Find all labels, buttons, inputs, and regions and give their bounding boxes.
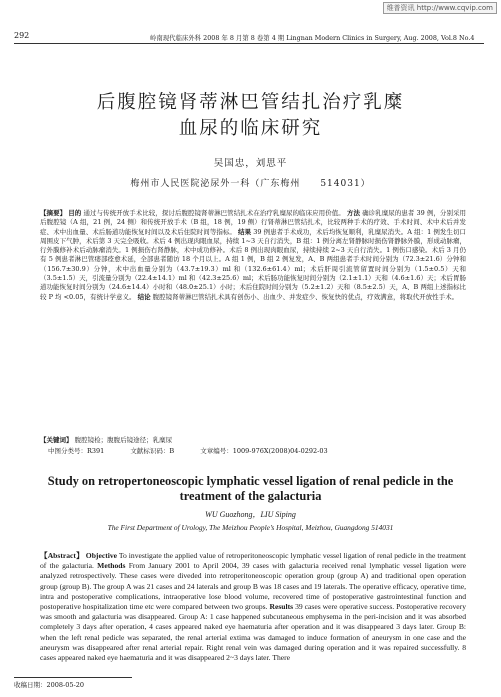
article-id: 文章编号：1009-976X(2008)04-0292-03 [200,447,328,455]
document-code: 文献标识码：B [130,447,175,455]
results-cn-text: 39 例患者手术成功，术后均恢复顺利，乳糜尿消失。A 组：1 例发生切口周围皮下气肿，术后第 3 天完全吸收。术后 4 例出现肉眼血尿，持续 1~3 天自行消失，B 组：1 例分离左肾静脉时损伤肾静脉外膜，形成动脉瘤，行外膜修补术后动脉瘤消失。1 例损伤右肾静脉，术中成功修补。术后 8 例出现肉眼血尿，持续持续 2~3 天自行消失。1 例伤口感染。术后 3 月仍有 5 例患者淋巴管瘘部痊愈术延，全部患者随访 18 个月以上。A 组 1 例，B 组 2 例复发，A、B 两组患者手术时间分别为（72.3±21.6）分钟和（156.7±30.9）分钟，术中出血量分别为（43.7±19.3）ml 和（132.6±61.4）ml；术后肝周引流管留置时间分别为（1.5±0.5）天和（3.5±1.5）天，引流量分别为（22.4±14.1）ml 和（42.3±25.6）ml；术后肠功能恢复时间分别为（2.1±1.1）天和（4.6±1.6）天；术后胃肠道功能恢复时间分别为（24.6±14.4）小时和（48.0±25.1）小时；术后住院时间分别为（5.2±1.2）天和（8.5±2.5）天，A、B 两组上述指标比较 P 均 <0.05，有统计学意义。 [40,227,466,301]
abstract-en [40,551,466,663]
header-rule [14,43,484,44]
keywords-cn [40,435,466,444]
methods-en-text: From January 2001 to April 2004, 39 cases with galacturia received renal lymphatic vessel ligation were analyzed retrospectively. These cases were diveded into retroperitoneoscopic operation group (group A) and traditional open operation group (group B). The group A was 21 cases and 24 laterals and group B was 18 cases and 19 laterals. The operative efficacy, operative time, intra and postoperative complications, intraoperative lose blood volume, recovered time of postoperative gastrointestinal function and postoperative hospitalization time etc were compared between two groups. [40,561,466,612]
title-en-line-2: treatment of the galacturia [179,489,322,503]
abstract-cn-label: 【摘要】 [40,209,67,217]
title-cn-line-1: 后腹腔镜肾蒂淋巴管结扎治疗乳糜 [96,92,405,113]
methods-cn-label: 方法 [346,209,360,217]
objective-cn-text: 通过与传统开放手术比较，探讨后腹腔镜肾蒂淋巴管结扎术在治疗乳糜尿的临床应用价值。 [83,209,345,217]
methods-en-label: Methods [97,561,126,571]
affiliation-cn: 梅州市人民医院泌尿外一科（广东梅州 514031） [130,179,371,189]
authors-cn: 吴国忠，刘思平 [213,158,288,169]
clc-number: 中图分类号：R391 [48,447,105,455]
results-cn-label: 结果 [238,227,252,236]
received-date: 收稿日期：2008-05-20 [14,681,84,689]
classification-line [48,446,468,455]
keywords-cn-text: 腹腔镜检；腹腹后镜途径；乳糜尿 [74,436,173,444]
results-en-text: 39 cases were operative success. Postoperative recovery was smooth and galacturia was disappeared. Group A: 1 case happened subcutaneous emphysema in the peri-incision and it was absorbed completely 3 days after operation, 4 cases appeared naked eye haematuria after operation and it was disappeared 3 days later. Group B: when the left renal pedicle was separated, the renal arterial extima was damaged to induce formation of aneurysm in one case and the aneurysm was disappeared after renal arterial repair. Right renal vein was damaged during operation and it was repaired successfully. 8 cases appeared naked eye haematuria and it was disappeared 2~3 days later. There [40,602,466,663]
conclusion-cn-label: 结论 [137,292,151,301]
running-header: 岭南现代临床外科 2008 年 8 月第 8 卷第 4 期 Lingnan Modern Clinics in Surgery, Aug. 2008, Vol.8 No.4 [150,34,475,42]
abstract-en-label: 【Abstract】 [40,551,84,560]
affiliation-en: The First Department of Urology, The Meizhou People’s Hospital, Meizhou, Guangdong 514031 [107,523,394,532]
abstract-cn [40,209,466,302]
title-cn [0,90,501,142]
authors-en: WU Guozhong，LIU Siping [205,510,296,519]
conclusion-cn-text: 腹腔镜肾蒂淋巴管结扎术具有创伤小、出血少、并发症少、恢复快的优点，疗效满意，将取代开放性手术。 [152,292,459,301]
title-en-line-1: Study on retropertoneoscopic lymphatic vessel ligation of renal pedicle in the [47,474,454,488]
page-number: 292 [14,31,30,40]
keywords-cn-label: 【关键词】 [40,436,73,444]
title-cn-line-2: 血尿的临床研究 [178,118,323,139]
objective-cn-label: 目的 [68,209,82,217]
objective-en-label: Objective [85,551,118,560]
watermark: 维普资讯 http://www.cqvip.com [383,2,497,14]
results-en-label: Results [269,602,294,612]
objective-en-text: To investigate the applied value of retroperitoneoscopic lymphatic vessel ligation of renal pedicle in the treatment of the galacturia. [40,551,467,571]
footnote-rule [14,677,132,678]
title-en [30,474,471,504]
methods-cn-text: 确诊乳糜尿的患者 39 例，分别采用后腹腔镜（A 组，21 例，24 侧）和传统开放手术（B 组，18 例，19 侧）行肾蒂淋巴管结扎术，比较两种手术的疗效、手术时间、术中术后并发症、术中出血量、术后肠道功能恢复时间以及术后住院时间等指标。 [40,209,467,236]
